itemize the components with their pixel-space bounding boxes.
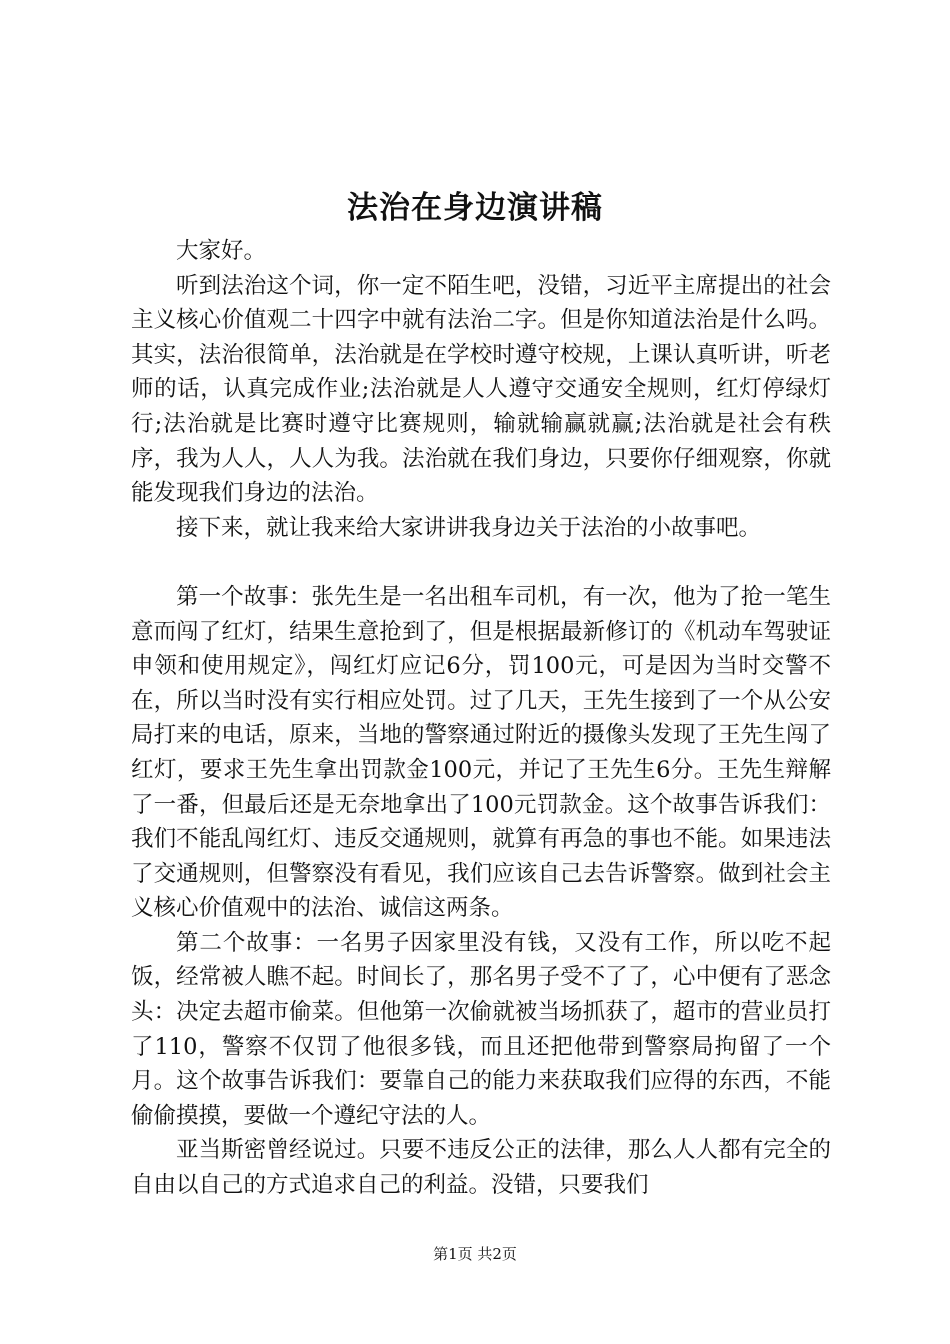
paragraph-transition: 接下来，就让我来给大家讲讲我身边关于法治的小故事吧。 [176, 514, 762, 541]
paragraph-story-two: 第二个故事：一名男子因家里没有钱，又没有工作，所以吃不起饭，经常被人瞧不起。时间长了，那名男子受不了了，心中便有了恶念头：决定去超市偷菜。但他第一次偷就被当场抓获了，超市的营业员打了110，警察不仅罚了他很多钱，而且还把他带到警察局拘留了一个月。这个故事告诉我们：要靠自己的能力来获取我们应得的东西，不能偷偷摸摸，要做一个遵纪守法的人。 [131, 929, 831, 1129]
paragraph-quote: 亚当斯密曾经说过。只要不违反公正的法律，那么人人都有完全的自由以自己的方式追求自己的利益。没错，只要我们 [131, 1137, 831, 1199]
document-body [131, 234, 831, 1203]
paragraph-intro: 听到法治这个词，你一定不陌生吧，没错，习近平主席提出的社会主义核心价值观二十四字中就有法治二字。但是你知道法治是什么吗。其实，法治很简单，法治就是在学校时遵守校规，上课认真听讲，听老师的话，认真完成作业;法治就是人人遵守交通安全规则，红灯停绿灯行;法治就是比赛时遵守比赛规则，输就输赢就赢;法治就是社会有秩序，我为人人，人人为我。法治就在我们身边，只要你仔细观察，你就能发现我们身边的法治。 [131, 272, 831, 507]
paragraph-story-one: 第一个故事：张先生是一名出租车司机，有一次，他为了抢一笔生意而闯了红灯，结果生意抢到了，但是根据最新修订的《机动车驾驶证申领和使用规定》，闯红灯应记6分，罚100元，可是因为当时交警不在，所以当时没有实行相应处罚。过了几天，王先生接到了一个从公安局打来的电话，原来，当地的警察通过附近的摄像头发现了王先生闯了红灯，要求王先生拿出罚款金100元，并记了王先生6分。王先生辩解了一番，但最后还是无奈地拿出了100元罚款金。这个故事告诉我们：我们不能乱闯红灯、违反交通规则，就算有再急的事也不能。如果违法了交通规则，但警察没有看见，我们应该自己去告诉警察。做到社会主义核心价值观中的法治、诚信这两条。 [131, 583, 831, 922]
document-title: 法治在身边演讲稿 [347, 190, 603, 226]
page-number-footer: 第1页 共2页 [433, 1245, 517, 1263]
paragraph-greeting: 大家好。 [176, 238, 267, 264]
